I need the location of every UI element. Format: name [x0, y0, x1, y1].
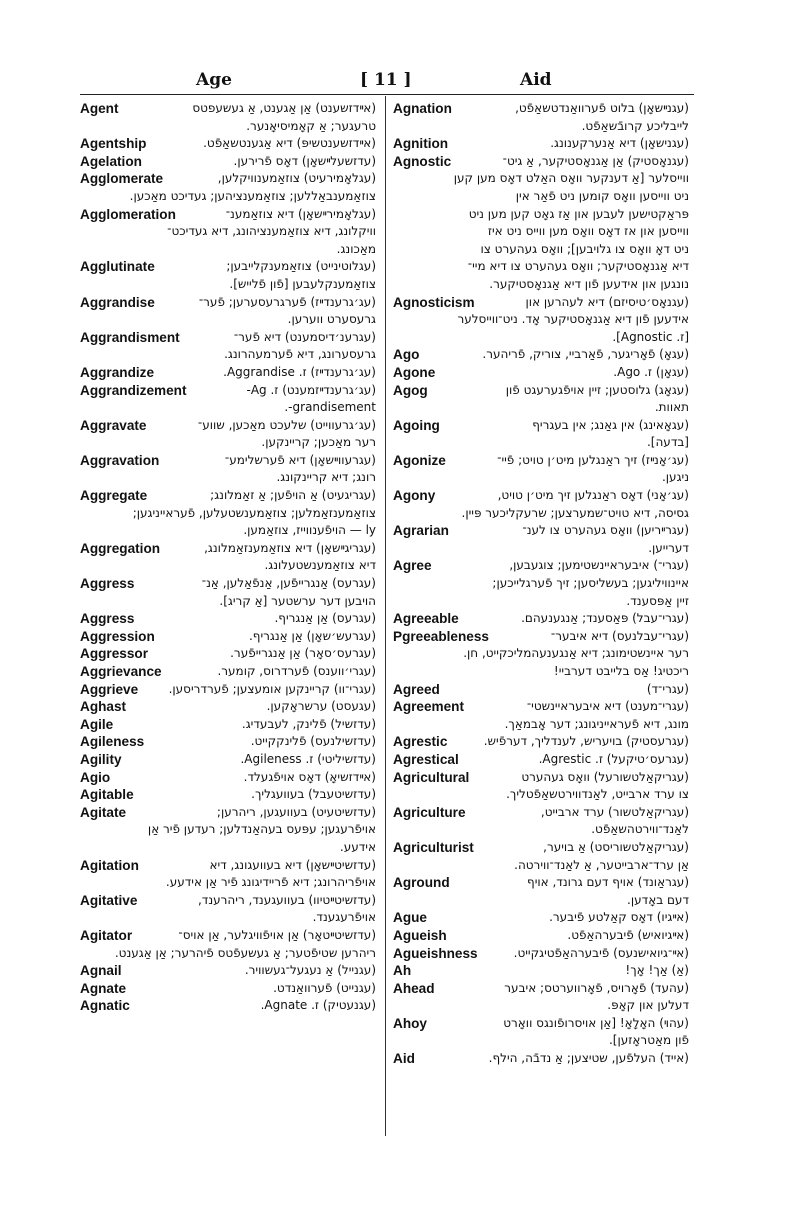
entry-line — [393, 188, 689, 206]
entry-line — [80, 575, 376, 593]
headword: Aggress — [80, 576, 135, 592]
definition-text: איינוויליגען; בעשליסען; זיך פֿערגלייכען; — [492, 576, 689, 591]
headword: Aggregation — [80, 540, 161, 556]
definition-text: (עדזשיל) פֿלינק, לעבעדיג. — [241, 716, 376, 731]
entry-line — [393, 469, 689, 487]
entry-line — [393, 593, 689, 611]
definition-text: (עגרענ׳דיסמענט) דיא פֿער־ — [233, 329, 376, 344]
entry-line — [393, 962, 689, 980]
entry-line — [80, 540, 376, 558]
definition-text: (עגנײשאָן) בלוט פֿערוואַנדטשאַפֿט, — [515, 101, 689, 115]
entry-line — [80, 681, 376, 699]
definition-text: grandisement-. — [284, 400, 376, 415]
headword: Aggrandisment — [80, 329, 180, 345]
definition-text: אויפֿרעגען; עפּעס בעהאַנדלען; רעדען פֿיר אַן — [147, 822, 376, 837]
entry-line — [393, 945, 689, 963]
entry-line — [80, 997, 376, 1015]
entry-line — [80, 188, 376, 206]
headword: Agnosticism — [393, 294, 475, 310]
headword: Ago — [393, 347, 420, 363]
definition-text: (עג׳גרעווייט) שלעכט מאַכען, שווע־ — [197, 417, 376, 432]
entry-line — [80, 857, 376, 875]
definition-text: לייבליכע קרובֿשאַפֿט. — [581, 118, 689, 133]
entry-line — [80, 804, 376, 822]
headword: Agree — [393, 558, 432, 574]
definition-text: (עגרי׳ווענס) פֿערדרוס, קומער. — [217, 664, 376, 678]
entry-line — [393, 294, 689, 312]
entry-line — [393, 892, 689, 910]
entry-line — [393, 874, 689, 892]
definition-text: (אײדזשענטשיפּ) דיא אַגענטשאַפֿט. — [203, 136, 376, 151]
entry-line — [393, 487, 689, 505]
entry-line — [393, 821, 689, 839]
definition-text: (עגרעס) אַן אַנגריף. — [274, 611, 376, 626]
definition-text: נונגען און אידעען פֿון דיא אַגנאָסטיקער. — [489, 276, 689, 291]
headword: Aggravation — [80, 452, 160, 468]
entry-line — [80, 241, 376, 259]
definition-text: (עדזשעלײשאָן) דאָס פֿרירען. — [233, 153, 376, 168]
definition-text: אידעען פֿון דיא אַגנאָסטיקער אָד. ניט־ווייסלער — [457, 312, 689, 327]
definition-text: (עהױ) האָלָאָ! [אַן אויסרופֿונגס וואָרט — [503, 1015, 689, 1030]
definition-text: גסיסה, דיא טויט־שמערצען; שרעקליכער פּיין. — [461, 505, 689, 520]
definition-text: (עג׳גרענדײז) פֿערגרעסערען; פֿער־ — [198, 294, 376, 309]
definition-text: גרעסערונג, דיא פֿערמעהרונג. — [224, 347, 376, 362]
definition-text: ניגען. — [661, 470, 689, 485]
definition-text: אויפֿרעגענד. — [312, 910, 376, 925]
entry-line — [393, 540, 689, 558]
definition-text: (אײגיו) דאָס קאַלטע פֿיבער. — [549, 910, 689, 925]
headword: Agreeable — [393, 611, 459, 627]
headword: Agreement — [393, 699, 465, 715]
headword: Aggrandizement — [80, 382, 187, 398]
definition-text: דעם באָדען. — [627, 892, 689, 907]
entry-line — [393, 769, 689, 787]
definition-text: רער איינשטימונג; דיא אַנגענעהמליכקייט, חן. — [463, 646, 689, 661]
definition-text: ווייסלער [אַ דענקער וואָס האַלט דאָס מען קען — [453, 171, 689, 186]
definition-text: צוזאַמענקלעבען [פֿון פֿלייש]. — [229, 276, 376, 291]
definition-text: רונג; דיא קריינקונג. — [276, 470, 376, 485]
definition-text: (עדזשיטײשאָן) דיא בעוועגונג, דיא — [209, 857, 376, 872]
headword: Agentship — [80, 136, 147, 152]
headword: Aggravate — [80, 417, 147, 433]
definition-text: צוזאַמענבאַללען; צוזאַמענציהען; געדיכט מאַכען. — [129, 188, 376, 203]
definition-text: [בדעה]. — [646, 435, 689, 450]
headword: Agility — [80, 751, 122, 767]
entry-line — [80, 364, 376, 382]
entry-line — [393, 223, 689, 241]
definition-text: (עגריקאַלטשוריסט) אַ בויער, — [543, 839, 689, 854]
headword: Agricultural — [393, 769, 470, 785]
entry-line — [393, 100, 689, 118]
definition-text: דיא צוזאַמענשטעלונג. — [264, 558, 376, 573]
entry-line — [393, 135, 689, 153]
header-right-guide-word: Aid — [520, 70, 552, 90]
definition-text: (עדזשיטײטאָר) אַן אויפֿוויגלער, אַן אויס־ — [178, 927, 376, 942]
headword: Ah — [393, 963, 412, 979]
entry-line — [393, 681, 689, 699]
definition-text: מאַכונג. — [336, 241, 376, 256]
headword: Agglomerate — [80, 171, 164, 187]
definition-text: (עגאָאינג) אין גאַנג; אין בעגריף — [532, 417, 689, 432]
headword: Agitable — [80, 787, 134, 803]
entry-line — [393, 364, 689, 382]
entry-line — [393, 663, 689, 681]
entry-line — [80, 434, 376, 452]
definition-text: (עגנייט) פֿערוואַנדט. — [273, 980, 376, 995]
entry-line — [393, 1015, 689, 1033]
headword: Aground — [393, 875, 450, 891]
entry-line — [80, 311, 376, 329]
definition-text: הויבען דער ערשטער [אַ קריג]. — [219, 593, 376, 608]
headword: Agrestical — [393, 751, 459, 767]
entry-line — [80, 927, 376, 945]
headword: Ahead — [393, 980, 435, 996]
headword: Aggrieve — [80, 681, 139, 697]
definition-text: צוזאַמענזאַמלען; צוזאַמענשטעלען, פֿעראייניגען; — [132, 505, 376, 520]
entry-line — [393, 997, 689, 1015]
entry-line — [80, 118, 376, 136]
definition-text: (אייד) העלפֿען, שטיצען; אַ נדבֿה, הילף. — [488, 1051, 689, 1066]
definition-text: מונג, דיא פֿעראייניגונג; דער אָבמאַך. — [504, 716, 689, 731]
headword: Agitation — [80, 857, 139, 873]
header-page-number: [ 11 ] — [360, 70, 412, 90]
entry-line — [80, 346, 376, 364]
entry-line — [393, 698, 689, 716]
headword: Aggression — [80, 628, 155, 644]
headword: Pgreeableness — [393, 628, 489, 644]
headword: Agnation — [393, 101, 452, 116]
entry-line — [393, 346, 689, 364]
column-divider — [385, 96, 386, 1136]
entry-line — [393, 804, 689, 822]
definition-text: צו ערד ארבייט, לאַנדווירטשאַפֿטליך. — [506, 787, 689, 802]
definition-text: (עגנאָס׳טיסיזם) דיא לעהרען און — [525, 294, 689, 309]
definition-text: (עגרעווײשאָן) דיא פֿערשלימע־ — [224, 452, 376, 467]
entry-line — [80, 698, 376, 716]
entry-line — [393, 382, 689, 400]
entry-line — [80, 909, 376, 927]
definition-text: ניט ווייסען וואָס קומען ניט פֿאַר אין — [515, 188, 689, 203]
headword: Agrarian — [393, 523, 449, 539]
definition-text: (עג׳גרענדײזמענט) ז. Ag- — [246, 382, 376, 397]
headword: Agglutinate — [80, 259, 155, 275]
entry-line — [393, 716, 689, 734]
definition-text: וויקלונג, דיא צוזאַמענציהונג, דיא געדיכט־ — [167, 224, 376, 239]
definition-text: לאַנד־ווירטהשאַפֿט. — [591, 822, 689, 837]
entry-line — [80, 610, 376, 628]
definition-text: טרעגער; אַ קאָמיסיאָנער. — [246, 118, 376, 133]
definition-text: ly — הויפֿענווייז, צוזאַמען. — [243, 523, 376, 538]
entry-line — [393, 1050, 689, 1068]
entry-line — [80, 769, 376, 787]
entry-line — [80, 469, 376, 487]
definition-text: (עגרי־מענט) דיא איבעראיינשטי־ — [526, 699, 689, 714]
definition-text: (אײגיואיש) פֿיבערהאַפֿט. — [567, 927, 689, 942]
header-rule — [80, 94, 694, 95]
headword: Agueishness — [393, 945, 478, 961]
entry-line — [80, 945, 376, 963]
definition-text: דערייען. — [648, 540, 689, 555]
headword: Agog — [393, 382, 428, 398]
definition-text: (עגאָ) פֿאָריגער, פֿאַרביי, צוריק, פֿריהער. — [482, 347, 689, 362]
entry-line — [80, 751, 376, 769]
entry-line — [80, 100, 376, 118]
definition-text: (עדזשיטעיט) בעוועגען, ריהרען; — [216, 804, 376, 819]
entry-line — [393, 417, 689, 435]
entry-line — [393, 610, 689, 628]
headword: Agueish — [393, 927, 447, 943]
entry-line — [80, 786, 376, 804]
definition-text: (עגריקאַלטשור) ערד ארבייט, — [540, 804, 689, 819]
definition-text: תאוות. — [654, 400, 689, 415]
entry-line — [393, 311, 689, 329]
entry-line — [393, 575, 689, 593]
definition-text: אַן ערד־ארבייטער, אַ לאַנד־ווירטה. — [514, 857, 689, 872]
definition-text: (עג׳אָנײז) זיך ראַנגלען מיט׳ן טויט; פֿיי־ — [497, 452, 689, 467]
definition-text: (עגרי־) איבעראיינשטימען; צוגעבען, — [509, 558, 689, 573]
definition-text: (עדזשיטײטיוו) בעוועגענד, ריהרענד, — [197, 892, 376, 907]
definition-text: (אײדזשענט) אַן אַגענט, אַ געשעפטס — [192, 101, 376, 115]
definition-text: ניט דאָ וואָס צו גלויבען]; וואָס געהערט צו — [480, 241, 689, 256]
definition-text: (עג׳אָני) דאָס ראַנגלען זיך מיט׳ן טויט, — [497, 488, 689, 503]
entry-line — [80, 593, 376, 611]
headword: Agreed — [393, 681, 440, 697]
entry-line — [393, 206, 689, 224]
definition-text: (עג׳גרענדײז) ז. Aggrandise. — [223, 364, 376, 379]
definition-text: (עגראַונד) אויף דעם גרונד, אויף — [527, 875, 689, 890]
right-column — [393, 100, 689, 1068]
entry-line — [393, 980, 689, 998]
headword: Agile — [80, 716, 114, 732]
entry-line — [393, 170, 689, 188]
entry-line — [393, 399, 689, 417]
entry-line — [80, 733, 376, 751]
definition-text: רער מאַכען; קריינקען. — [261, 435, 376, 450]
definition-text: (עדזשילנעס) פֿלינקקייט. — [250, 734, 376, 749]
definition-text: (אײ־גיואישנעס) פֿיבערהאַפֿטיגקייט. — [513, 945, 689, 960]
entry-line — [80, 874, 376, 892]
headword: Aggrandise — [80, 294, 155, 310]
entry-line — [80, 892, 376, 910]
entry-line — [80, 980, 376, 998]
headword: Agriculturist — [393, 839, 474, 855]
entry-line — [80, 645, 376, 663]
entry-line — [393, 505, 689, 523]
headword: Agitative — [80, 892, 138, 908]
definition-text: (עגרעש׳שאָן) אַן אַנגריף. — [248, 628, 376, 643]
headword: Aghast — [80, 699, 127, 715]
entry-line — [393, 329, 689, 347]
definition-text: אידעע. — [339, 839, 376, 854]
entry-line — [80, 821, 376, 839]
definition-text: (עדזשיטעבל) בעוועגליך. — [251, 787, 376, 802]
headword: Aggress — [80, 611, 135, 627]
entry-line — [393, 434, 689, 452]
entry-line — [80, 417, 376, 435]
definition-text: [ז. Agnostic]. — [612, 329, 689, 344]
entry-line — [393, 786, 689, 804]
definition-text: (עהעד) פֿאָרויס, פֿאָרווערטס; איבער — [504, 980, 689, 995]
headword: Agileness — [80, 734, 145, 750]
headword: Aggregate — [80, 488, 148, 504]
entry-line — [80, 170, 376, 188]
definition-text: (אַ) אַך! אָך! — [625, 963, 689, 978]
headword: Aggrievance — [80, 664, 162, 679]
headword: Ahoy — [393, 1015, 427, 1031]
headword: Ague — [393, 910, 427, 926]
definition-text: (עגריקאַלטשורעל) וואָס געהערט — [521, 769, 689, 784]
definition-text: ריהרען שטיפֿטער; אַ געשעפֿטס פֿיהרער; אַן אַגענט. — [114, 945, 376, 960]
entry-line — [80, 487, 376, 505]
definition-text: (עגריגעיט) אַ הויפֿען; אַ זאַמלונג; — [210, 488, 376, 503]
entry-line — [80, 557, 376, 575]
entry-line — [80, 522, 376, 540]
definition-text: (עגרי־ד) — [646, 681, 689, 696]
entry-line — [393, 557, 689, 575]
headword: Agitate — [80, 804, 127, 820]
entry-line — [80, 399, 376, 417]
entry-line — [80, 382, 376, 400]
headword: Agnostic — [393, 153, 452, 169]
entry-line — [393, 909, 689, 927]
definition-text: ריכטיג! אַס בלייבט דערביי! — [553, 664, 689, 678]
entry-line — [393, 927, 689, 945]
definition-text: (אײדזשיאָ) דאָס אויפֿגעלד. — [243, 769, 376, 784]
entry-line — [80, 505, 376, 523]
definition-text: אויפֿריהרונג; דיא פֿריידיגונג פֿיר אַן אידעע. — [165, 875, 376, 890]
definition-text: דיא אַגנאָסטיקער; וואָס געהערט צו דיא מיי־ — [467, 259, 689, 274]
headword: Agitator — [80, 927, 133, 943]
entry-line — [393, 153, 689, 171]
definition-text: גרעסערט ווערען. — [287, 312, 376, 327]
entry-line — [80, 329, 376, 347]
definition-text: זיין אַפּסענד. — [626, 593, 689, 608]
entry-line — [80, 135, 376, 153]
definition-text: (עגרעס׳טיקעל) ז. Agrestic. — [538, 751, 689, 766]
entry-line — [80, 663, 376, 681]
entry-line — [393, 241, 689, 259]
definition-text: ווייסען און אז דאָס וואָס מען ווייס ניט איז — [487, 224, 689, 239]
definition-text: (עגנייל) אַ נעגעל־געשוויר. — [244, 963, 376, 978]
headword: Agnition — [393, 136, 449, 152]
definition-text: (עגרי־עבלנעס) דיא איבער־ — [550, 628, 689, 643]
definition-text: (עגנישאָן) דיא אַנערקענונג. — [550, 136, 689, 151]
entry-line — [80, 962, 376, 980]
definition-text: (עגרעס) אַנגרייפֿען, אַנפֿאַלען, אַנ־ — [201, 576, 376, 591]
entry-line — [393, 645, 689, 663]
header-left-guide-word: Age — [196, 70, 232, 90]
definition-text: (עגאָן) ז. Ago. — [613, 364, 689, 379]
definition-text: (עגרעסטיק) בויעריש, לענדליך, דערפֿיש. — [483, 734, 689, 749]
headword: Agglomeration — [80, 206, 176, 222]
entry-line — [393, 522, 689, 540]
entry-line — [393, 857, 689, 875]
definition-text: פּראַקטישען לעבען און אַז גאָט קען מען ניט — [468, 206, 689, 221]
headword: Agnail — [80, 963, 122, 979]
entry-line — [393, 1032, 689, 1050]
definition-text: פֿון מאַטראָזען]. — [608, 1033, 689, 1048]
definition-text: (עגלאָמירײשאָן) דיא צוזאַמענ־ — [225, 206, 376, 221]
entry-line — [80, 839, 376, 857]
headword: Agent — [80, 101, 119, 116]
definition-text: (עגריגײשאָן) דיא צוזאַמענזאַמלונג, — [204, 540, 376, 555]
definition-text: (עגאָג) גלוסטען; זיין אויפֿגערעגט פֿון — [505, 382, 689, 397]
entry-line — [393, 628, 689, 646]
left-column — [80, 100, 376, 1015]
definition-text: (עגרעס׳סאָר) אַן אַנגרייפֿער. — [230, 646, 376, 661]
headword: Aid — [393, 1051, 415, 1067]
entry-line — [80, 294, 376, 312]
headword: Agoing — [393, 417, 440, 433]
definition-text: (עגנעטיק) ז. Agnate. — [260, 998, 376, 1013]
headword: Agriculture — [393, 804, 466, 820]
definition-text: (עדזשיליטי) ז. Agileness. — [240, 751, 376, 766]
entry-line — [393, 452, 689, 470]
headword: Agnatic — [80, 998, 130, 1014]
entry-line — [393, 733, 689, 751]
headword: Agelation — [80, 153, 142, 169]
headword: Agnate — [80, 980, 127, 996]
headword: Agrestic — [393, 734, 448, 750]
headword: Agony — [393, 488, 436, 504]
headword: Agone — [393, 364, 436, 380]
definition-text: (עגרײריען) וואָס געהערט צו לענ־ — [522, 523, 689, 538]
entry-line — [80, 223, 376, 241]
definition-text: (עגלאָמירעיט) צוזאַמענוויקלען, — [217, 171, 376, 186]
headword: Aggressor — [80, 646, 148, 662]
definition-text: (עגרי־עבל) פּאַסענד; אַנגענעהם. — [521, 611, 689, 626]
definition-text: (עגעסט) ערשראָקען. — [266, 699, 376, 714]
entry-line — [393, 751, 689, 769]
entry-line — [80, 276, 376, 294]
definition-text: (עגרי־וו) קריינקען אומעצען; פֿערדריסען. — [168, 681, 376, 696]
entry-line — [80, 716, 376, 734]
entry-line — [393, 118, 689, 136]
entry-line — [393, 276, 689, 294]
definition-text: (עגלוטינייט) צוזאַמענקלייבען; — [226, 259, 376, 274]
definition-text: (עגנאָסטיק) אַן אַגנאָסטיקער, אַ גיט־ — [502, 153, 689, 168]
headword: Agio — [80, 769, 111, 785]
entry-line — [393, 258, 689, 276]
entry-line — [80, 153, 376, 171]
headword: Agonize — [393, 452, 446, 468]
entry-line — [80, 628, 376, 646]
entry-line — [80, 206, 376, 224]
entry-line — [393, 839, 689, 857]
entry-line — [80, 258, 376, 276]
headword: Aggrandize — [80, 364, 155, 380]
definition-text: דעלען און קאָפּ. — [607, 998, 689, 1013]
entry-line — [80, 452, 376, 470]
